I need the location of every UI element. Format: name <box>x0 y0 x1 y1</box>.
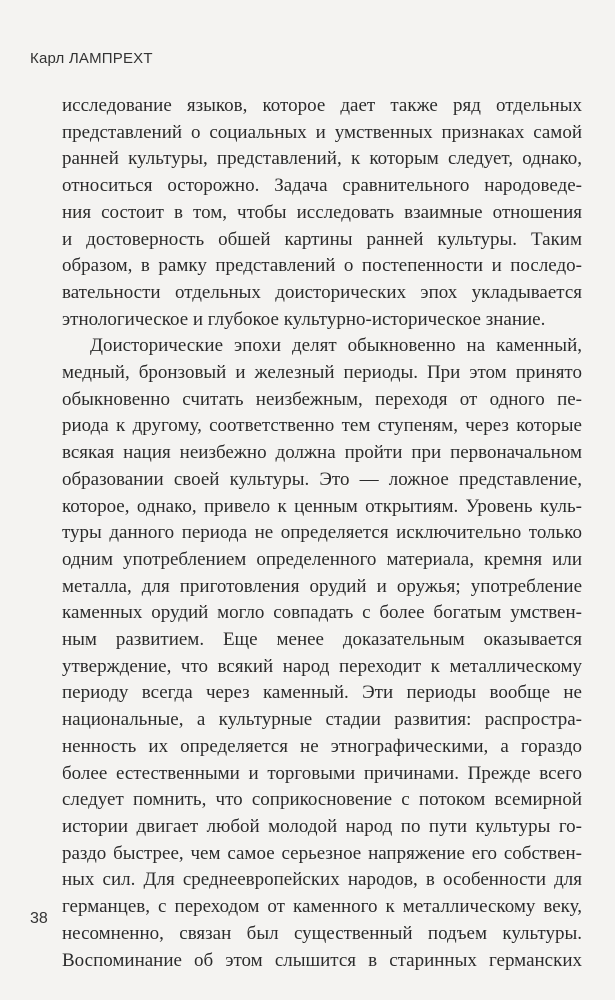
text-line: и достоверность обшей картины ранней культуры. Таким <box>62 228 582 250</box>
text-line: одним употреблением определенного материала, кремня или <box>62 548 582 570</box>
running-head: Карл ЛАМПРЕХТ <box>30 50 153 67</box>
text-line: всякая нация неизбежно должна пройти при первоначальном <box>62 442 582 464</box>
text-line: национальные, а культурные стадии развития: распростра- <box>62 709 582 731</box>
text-line: этнологическое и глубокое культурно-историческое знание. <box>62 308 546 330</box>
text-line: более естественными и торговыми причинами. Прежде всего <box>62 762 582 784</box>
text-line: утверждение, что всякий народ переходит к металлическому <box>62 655 582 677</box>
text-line: представлений о социальных и умственных признаках самой <box>62 121 582 143</box>
text-line: следует помнить, что соприкосновение с потоком всемирной <box>62 789 582 811</box>
text-line: германцев, с переходом от каменного к металлическому веку, <box>62 896 582 918</box>
text-line: медный, бронзовый и железный периоды. При этом принято <box>62 362 582 384</box>
text-line: ных сил. Для среднеевропейских народов, в особенности для <box>62 869 582 891</box>
page-number: 38 <box>30 910 48 927</box>
text-line: периоду всегда через каменный. Эти периоды вообще не <box>62 682 582 704</box>
paragraph-1 <box>62 93 582 333</box>
text-line: Воспоминание об этом слышится в старинных германских <box>62 949 582 971</box>
text-line: истории двигает любой молодой народ по пути культуры го- <box>62 815 582 837</box>
text-line: ния состоит в том, чтобы исследовать взаимные отношения <box>62 201 582 223</box>
text-line: ранней культуры, представлений, к которым следует, однако, <box>62 148 582 170</box>
text-line: образом, в рамку представлений о постепенности и последо- <box>62 255 582 277</box>
text-line: риода к другому, соответственно тем ступеням, через которые <box>62 415 582 437</box>
text-line: относиться осторожно. Задача сравнительного народоведе- <box>62 175 582 197</box>
text-line: металла, для приготовления орудий и оружья; употребление <box>62 575 582 597</box>
text-line: ненность их определяется не этнографическими, а гораздо <box>62 735 582 757</box>
text-line: вательности отдельных доисторических эпох укладывается <box>62 281 582 303</box>
text-line: образовании своей культуры. Это — ложное представление, <box>62 468 582 490</box>
text-line: ным развитием. Еще менее доказательным оказывается <box>62 629 582 651</box>
text-line: раздо быстрее, чем самое серьезное напряжение его собствен- <box>62 842 582 864</box>
body-text <box>62 93 582 974</box>
text-line: обыкновенно считать неизбежным, переходя от одного пе- <box>62 388 582 410</box>
text-line: несомненно, связан был существенный подъем культуры. <box>62 922 582 944</box>
text-line: каменных орудий могло совпадать с более богатым умствен- <box>62 602 582 624</box>
text-line: Доисторические эпохи делят обыкновенно на каменный, <box>90 335 582 357</box>
text-line: которое, однако, привело к ценным открытиям. Уровень куль- <box>62 495 582 517</box>
text-line: исследование языков, которое дает также ряд отдельных <box>62 95 582 116</box>
text-line: туры данного периода не определяется исключительно только <box>62 522 582 544</box>
paragraph-2 <box>62 333 582 974</box>
